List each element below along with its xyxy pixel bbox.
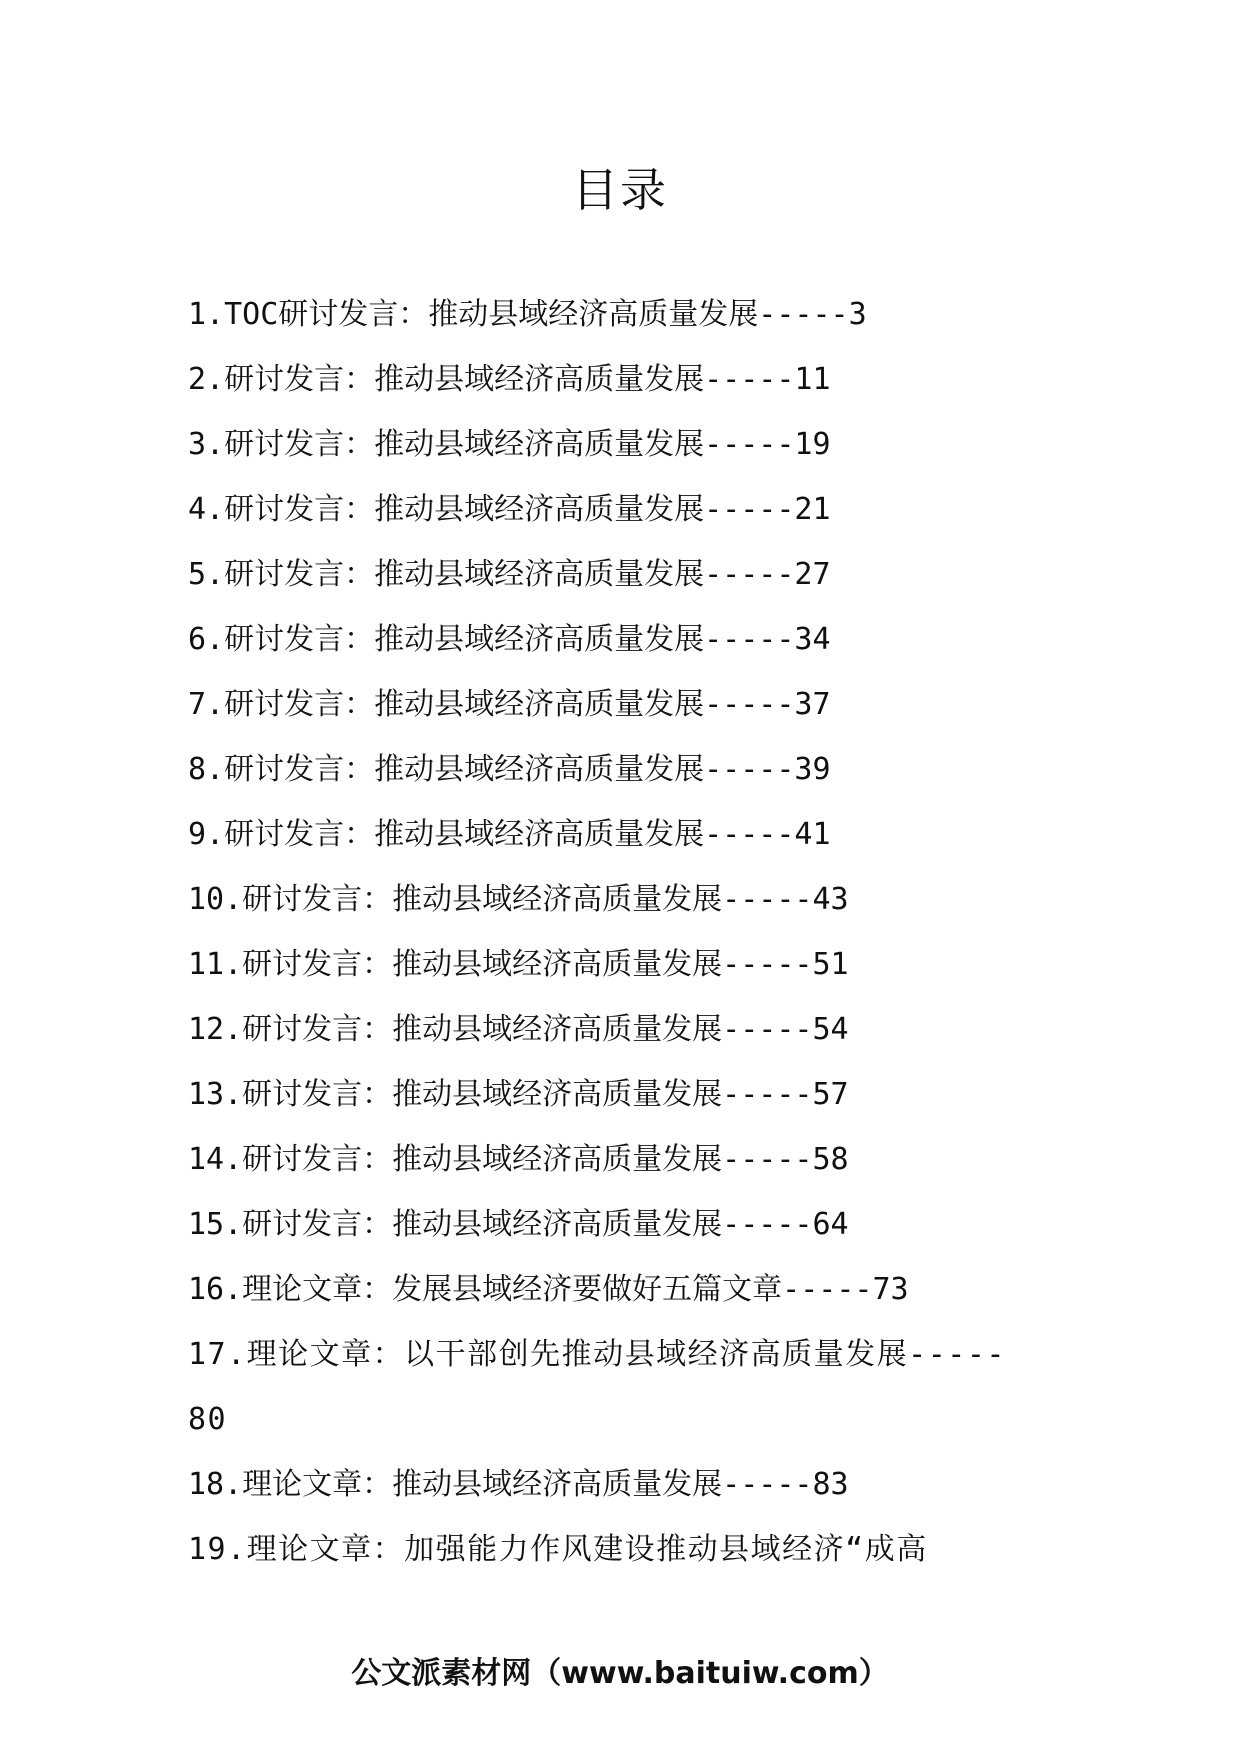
page-title: 目录 [572, 163, 668, 217]
toc-entry-18[interactable] [188, 1452, 1058, 1517]
toc-entry-4[interactable] [188, 477, 1058, 542]
toc-entry-text: 2.研讨发言：推动县域经济高质量发展-----11 [188, 362, 831, 397]
toc-entry-14[interactable] [188, 1127, 1058, 1192]
toc-entry-text: 14.研讨发言：推动县域经济高质量发展-----58 [188, 1142, 849, 1177]
toc-entry-text: 16.理论文章：发展县域经济要做好五篇文章-----73 [188, 1272, 909, 1307]
toc-entry-text: 18.理论文章：推动县域经济高质量发展-----83 [188, 1467, 849, 1502]
toc-entry-text: 7.研讨发言：推动县域经济高质量发展-----37 [188, 687, 831, 722]
toc-entry-1[interactable] [188, 282, 1058, 347]
toc-entry-text: 17.理论文章：以干部创先推动县域经济高质量发展----- [188, 1337, 1006, 1372]
toc-entry-11[interactable] [188, 932, 1058, 997]
toc-entry-text: 4.研讨发言：推动县域经济高质量发展-----21 [188, 492, 831, 527]
footer-watermark: 公文派素材网（www.baituiw.com） [351, 1656, 889, 1691]
table-of-contents [188, 282, 1058, 1582]
toc-entry-text: 3.研讨发言：推动县域经济高质量发展-----19 [188, 427, 831, 462]
toc-entry-16[interactable] [188, 1257, 1058, 1322]
toc-entry-2[interactable] [188, 347, 1058, 412]
toc-entry-9[interactable] [188, 802, 1058, 867]
toc-entry-text: 15.研讨发言：推动县域经济高质量发展-----64 [188, 1207, 849, 1242]
toc-entry-15[interactable] [188, 1192, 1058, 1257]
toc-entry-6[interactable] [188, 607, 1058, 672]
toc-entry-text-continued: 80 [188, 1402, 228, 1437]
toc-entry-text: 9.研讨发言：推动县域经济高质量发展-----41 [188, 817, 831, 852]
toc-entry-17[interactable] [188, 1322, 1058, 1452]
toc-entry-text: 11.研讨发言：推动县域经济高质量发展-----51 [188, 947, 849, 982]
toc-entry-text: 5.研讨发言：推动县域经济高质量发展-----27 [188, 557, 831, 592]
toc-entry-text: 6.研讨发言：推动县域经济高质量发展-----34 [188, 622, 831, 657]
toc-entry-7[interactable] [188, 672, 1058, 737]
toc-entry-text: 13.研讨发言：推动县域经济高质量发展-----57 [188, 1077, 849, 1112]
toc-entry-text: 12.研讨发言：推动县域经济高质量发展-----54 [188, 1012, 849, 1047]
toc-entry-text: 1.TOC研讨发言：推动县域经济高质量发展-----3 [188, 297, 867, 332]
toc-entry-12[interactable] [188, 997, 1058, 1062]
toc-entry-19[interactable] [188, 1517, 1058, 1582]
toc-entry-3[interactable] [188, 412, 1058, 477]
toc-entry-text: 8.研讨发言：推动县域经济高质量发展-----39 [188, 752, 831, 787]
toc-entry-5[interactable] [188, 542, 1058, 607]
toc-entry-10[interactable] [188, 867, 1058, 932]
toc-entry-text: 10.研讨发言：推动县域经济高质量发展-----43 [188, 882, 849, 917]
toc-entry-text: 19.理论文章：加强能力作风建设推动县域经济“成高 [188, 1532, 928, 1567]
toc-entry-8[interactable] [188, 737, 1058, 802]
toc-entry-13[interactable] [188, 1062, 1058, 1127]
